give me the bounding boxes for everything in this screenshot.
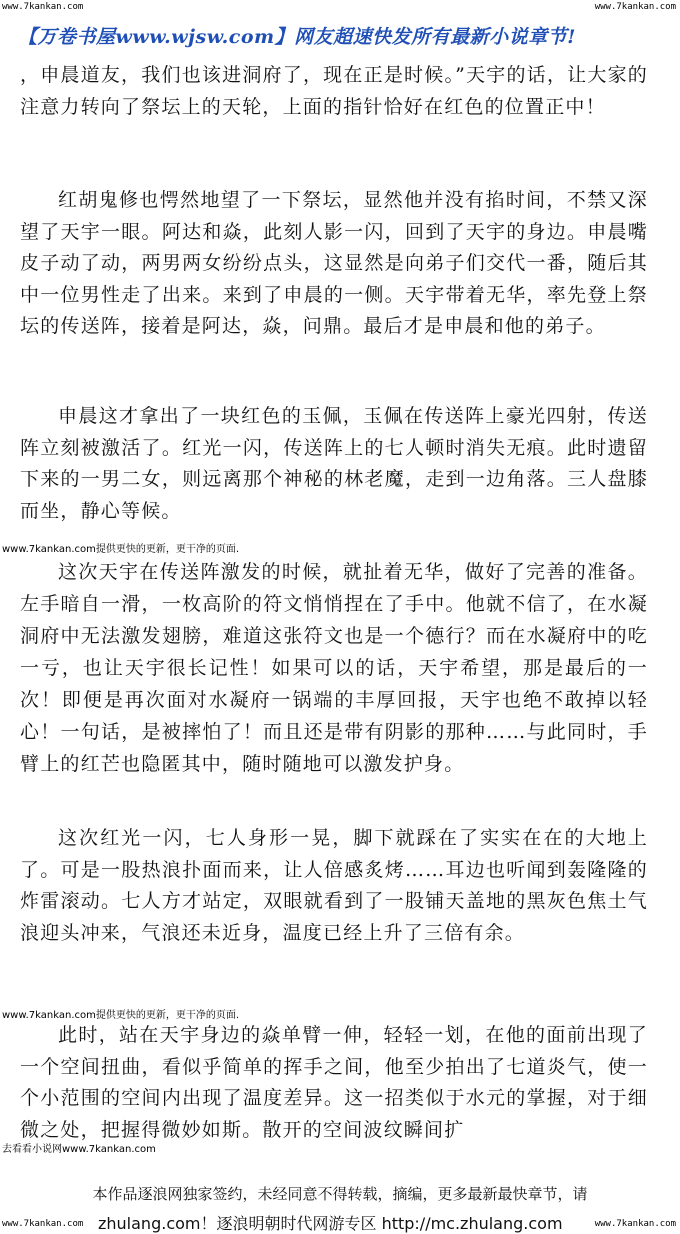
footer-copyright-notice: 本作品逐浪网独家签约，未经同意不得转载，摘编，更多最新最快章节，请 [92, 1185, 588, 1203]
watermark-top-left: www.7kankan.com [2, 2, 84, 12]
watermark-bottom-right: www.7kankan.com [594, 1219, 676, 1229]
paragraph-2: 红胡鬼修也愕然地望了一下祭坛，显然他并没有掐时间，不禁又深望了天宇一眼。阿达和焱，此刻人影一闪，回到了天宇的身边。申晨嘴皮子动了动，两男两女纷纷点头，这显然是向弟子们交代一番，随后其中一位男性走了出来。来到了申晨的一侧。天宇带着无华，率先登上祭坛的传送阵，接着是阿达，焱，问鼎。最后才是申晨和他的弟子。 [20, 189, 648, 337]
paragraph-3: 申晨这才拿出了一块红色的玉佩，玉佩在传送阵上豪光四射，传送阵立刻被激活了。红光一闪，传送阵上的七人顿时消失无痕。此时遗留下来的一男二女，则远离那个神秘的林老魔，走到一边角落。三人盘膝而坐，静心等候。 [20, 405, 648, 522]
watermark-top-right: www.7kankan.com [594, 2, 676, 12]
paragraph-6: 此时，站在天宇身边的焱单臂一伸，轻轻一划，在他的面前出现了一个空间扭曲，看似乎简单的挥手之间，他至少拍出了七道炎气，使一个小范围的空间内出现了温度差异。这一招类似于水元的掌握，对于细微之处，把握得微妙如斯。散开的空间波纹瞬间扩 [20, 1024, 648, 1141]
site-note-1: www.7kankan.com提供更快的更新，更干净的页面. [2, 544, 240, 555]
paragraph-1: ，申晨道友，我们也该进洞府了，现在正是时候。”天宇的话，让大家的注意力转向了祭坛上的天轮，上面的指针恰好在红色的位置正中！ [20, 64, 648, 118]
paragraph-4: 这次天宇在传送阵激发的时候，就扯着无华，做好了完善的准备。左手暗自一滑，一枚高阶的符文悄悄捏在了手中。他就不信了，在水凝洞府中无法激发翅膀，难道这张符文也是一个德行？而在水凝府中的吃一亏，也让天宇很长记性！如果可以的话，天宇希望，那是最后的一次！即便是再次面对水凝府一锅端的丰厚回报，天宇也绝不敢掉以轻心！一句话，是被摔怕了！而且还是带有阴影的那种……与此同时，手臂上的红芒也隐匿其中，随时随地可以激发护身。 [20, 561, 648, 775]
site-note-3: 去看看小说网www.7kankan.com [2, 1144, 156, 1155]
watermark-bottom-left: www.7kankan.com [2, 1219, 84, 1229]
footer-link-line[interactable]: zhulang.com！逐浪明朝时代网游专区 http://mc.zhulang.com [98, 1214, 563, 1233]
site-note-2: www.7kankan.com提供更快的更新，更干净的页面. [2, 1010, 240, 1021]
paragraph-5: 这次红光一闪，七人身形一晃，脚下就踩在了实实在在的大地上了。可是一股热浪扑面而来，让人倍感炙烤……耳边也听闻到轰隆隆的炸雷滚动。七人方才站定，双眼就看到了一股铺天盖地的黑灰色焦土气浪迎头冲来，气浪还未近身，温度已经上升了三倍有余。 [20, 827, 648, 944]
site-banner[interactable]: 【万卷书屋www.wjsw.com】网友超速快发所有最新小说章节! [18, 26, 576, 48]
